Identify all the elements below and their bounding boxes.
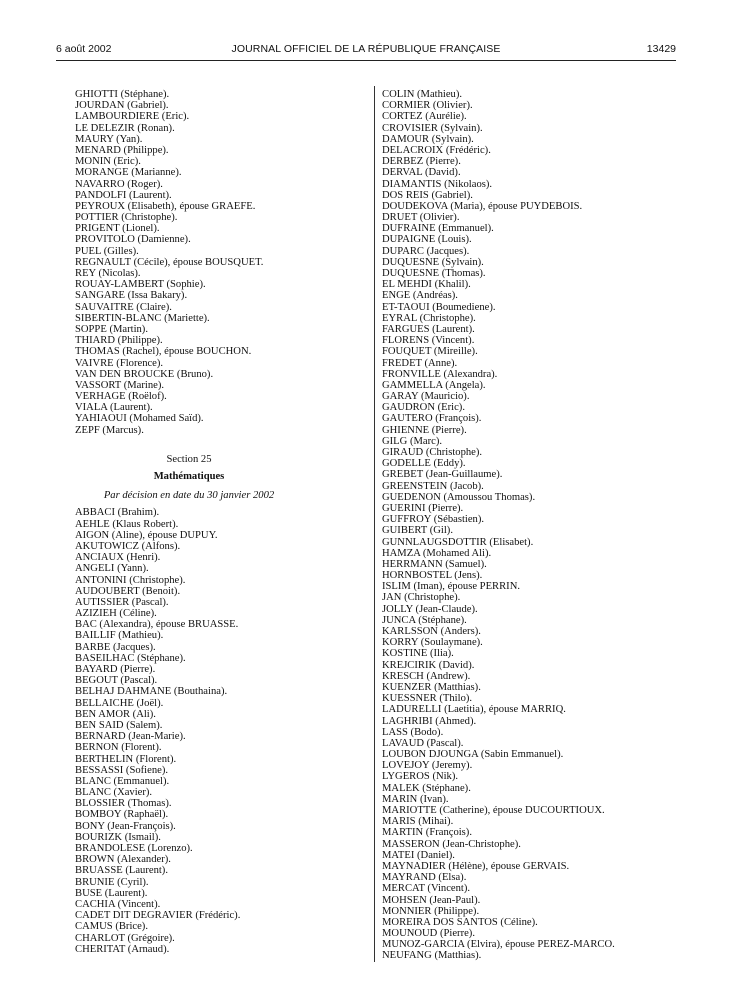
name-list-right [382,89,682,962]
list-item: EYRAL (Christophe). [382,312,476,324]
list-item: PUEL (Gilles). [75,245,139,257]
list-item: GAUTERO (François). [382,413,482,425]
list-item: BAILLIF (Mathieu). [75,630,164,642]
list-item: CADET DIT DEGRAVIER (Frédéric). [75,910,241,922]
list-item: MAURY (Yan). [75,133,143,145]
left-column [75,89,365,955]
list-item: CHARLOT (Grégoire). [75,932,175,944]
list-item: KREJCIRIK (David). [382,659,475,671]
list-item: GUEDENON (Amoussou Thomas). [382,491,536,503]
list-item: BELLAICHE (Joël). [75,697,164,709]
list-item: CACHIA (Vincent). [75,898,161,910]
list-item: MARIN (Ivan). [382,793,449,805]
list-item: GUFFROY (Sébastien). [382,514,485,526]
list-item: SOPPE (Martin). [75,323,148,335]
list-item: KUESSNER (Thilo). [382,693,473,705]
publication-date: 6 août 2002 [56,43,112,55]
list-item: EL MEHDI (Khalil). [382,279,471,291]
list-item: NAVARRO (Roger). [75,178,163,190]
list-item: JAN (Christophe). [382,592,461,604]
list-item: PRIGENT (Lionel). [75,223,160,235]
section-decision: Par décision en date du 30 janvier 2002 [103,490,275,502]
list-item: ANGELI (Yann). [75,563,149,575]
list-item: ZEPF (Marcus). [75,424,144,436]
list-item: BLOSSIER (Thomas). [75,798,172,810]
list-item: DOS REIS (Gabriel). [382,189,473,201]
list-item: VERHAGE (Roëlof). [75,391,167,403]
list-item: DUPARC (Jacques). [382,245,470,257]
list-item: GODELLE (Eddy). [382,458,466,470]
list-item: SANGARE (Issa Bakary). [75,290,188,302]
list-item: MONIN (Eric). [75,156,141,168]
list-item: DELACROIX (Frédéric). [382,144,491,156]
list-item: BERTHELIN (Florent). [75,753,177,765]
list-item: REGNAULT (Cécile), épouse BOUSQUET. [75,256,264,268]
list-item: REY (Nicolas). [75,268,141,279]
list-item: PROVITOLO (Damienne). [75,234,191,246]
list-item: BARBE (Jacques). [75,641,156,653]
list-item: LADURELLI (Laetitia), épouse MARRIQ. [382,704,566,716]
list-item: MARTIN (François). [382,827,472,839]
list-item: FRONVILLE (Alexandra). [382,368,498,380]
list-item: BEN AMOR (Ali). [75,708,156,720]
list-item: MOHSEN (Jean-Paul). [382,894,481,906]
list-item: BOMBOY (Raphaël). [75,809,169,821]
list-item: FLORENS (Vincent). [382,335,475,347]
right-column [382,89,682,962]
list-item: MAYNADIER (Hélène), épouse GERVAIS. [382,860,570,872]
list-item: THIARD (Philippe). [75,335,163,347]
list-item: BOURIZK (Ismail). [75,831,161,843]
list-item: POTTIER (Christophe). [75,212,178,224]
list-item: DUPAIGNE (Louis). [382,234,472,246]
list-item: BRUASSE (Laurent). [75,865,168,877]
list-item: LOUBON DJOUNGA (Sabin Emmanuel). [382,749,564,761]
list-item: DIAMANTIS (Nikolaos). [382,178,493,190]
list-item: LYGEROS (Nik). [382,771,459,783]
list-item: PEYROUX (Elisabeth), épouse GRAEFE. [75,200,256,212]
list-item: HAMZA (Mohamed Ali). [382,547,492,559]
list-item: THOMAS (Rachel), épouse BOUCHON. [75,346,252,358]
list-item: AUTISSIER (Pascal). [75,596,169,608]
list-item: KRESCH (Andrew). [382,670,471,682]
list-item: DERBEZ (Pierre). [382,156,461,168]
name-list-top [75,89,365,436]
list-item: ENGE (Andréas). [382,290,458,302]
list-item: VAN DEN BROUCKE (Bruno). [75,368,214,380]
list-item: ISLIM (Iman), épouse PERRIN. [382,581,520,593]
list-item: ROUAY-LAMBERT (Sophie). [75,279,206,291]
list-item: LAVAUD (Pascal). [382,737,464,749]
name-list-bottom [75,507,365,955]
list-item: BAYARD (Pierre). [75,664,156,675]
list-item: MORANGE (Marianne). [75,167,182,179]
section-title: Section 25 [166,453,212,465]
list-item: DUFRAINE (Emmanuel). [382,223,494,235]
list-item: GAUDRON (Eric). [382,402,465,414]
list-item: MASSERON (Jean-Christophe). [382,838,521,850]
list-item: ABBACI (Brahim). [75,507,160,519]
list-item: MATEI (Daniel). [382,849,455,861]
list-item: COLIN (Mathieu). [382,89,463,100]
list-item: BLANC (Emmanuel). [75,775,170,787]
list-item: SAUVAITRE (Claire). [75,301,172,313]
list-item: LE DELEZIR (Ronan). [75,122,175,134]
column-divider [374,86,375,962]
list-item: MUNOZ-GARCIA (Elvira), épouse PEREZ-MARCO. [382,939,615,951]
list-item: DERVAL (David). [382,167,461,179]
list-item: JOLLY (Jean-Claude). [382,603,478,615]
list-item: FOUQUET (Mireille). [382,346,478,358]
list-item: LAGHRIBI (Ahmed). [382,715,477,727]
list-item: AEHLE (Klaus Robert). [75,518,179,530]
list-item: AKUTOWICZ (Alfons). [75,540,181,552]
list-item: DUQUESNE (Thomas). [382,268,486,279]
list-item: BROWN (Alexander). [75,854,171,866]
list-item: BEGOUT (Pascal). [75,675,158,687]
list-item: BLANC (Xavier). [75,787,153,799]
list-item: AZIZIEH (Céline). [75,608,157,620]
list-item: BONY (Jean-François). [75,820,176,832]
list-item: GREBET (Jean-Guillaume). [382,469,503,481]
list-item: KORRY (Soulaymane). [382,637,483,649]
list-item: KUENZER (Matthias). [382,681,481,693]
list-item: DAMOUR (Sylvain). [382,133,474,145]
list-item: BERNARD (Jean-Marie). [75,731,186,743]
header-rule [56,60,676,61]
section-subject: Mathématiques [153,471,225,482]
list-item: CORMIER (Olivier). [382,100,473,112]
list-item: GILG (Marc). [382,435,443,447]
list-item: NEUFANG (Matthias). [382,950,482,962]
list-item: GHIOTTI (Stéphane). [75,89,170,100]
list-item: LAMBOURDIERE (Eric). [75,111,190,123]
page-header [56,43,676,57]
list-item: HORNBOSTEL (Jens). [382,570,483,582]
list-item: FREDET (Anne). [382,357,458,369]
list-item: GHIENNE (Pierre). [382,424,467,436]
list-item: GARAY (Mauricio). [382,391,470,403]
list-item: JUNCA (Stéphane). [382,614,467,626]
list-item: MALEK (Stéphane). [382,782,471,794]
list-item: GUERINI (Pierre). [382,502,464,514]
list-item: ANCIAUX (Henri). [75,552,161,564]
list-item: BERNON (Florent). [75,742,162,754]
list-item: VAIVRE (Florence). [75,357,164,369]
list-item: GREENSTEIN (Jacob). [382,480,484,492]
list-item: CAMUS (Brice). [75,921,148,933]
list-item: CORTEZ (Aurélie). [382,111,467,123]
list-item: ET-TAOUI (Boumediene). [382,301,496,313]
list-item: GUIBERT (Gil). [382,525,453,537]
list-item: DRUET (Olivier). [382,212,460,224]
list-item: MENARD (Philippe). [75,144,169,156]
list-item: VIALA (Laurent). [75,402,153,414]
list-item: HERRMANN (Samuel). [382,558,487,570]
list-item: MOUNOUD (Pierre). [382,928,475,940]
list-item: JOURDAN (Gabriel). [75,100,169,112]
list-item: MARIOTTE (Catherine), épouse DUCOURTIOUX. [382,805,605,816]
list-item: BELHAJ DAHMANE (Bouthaina). [75,686,228,698]
list-item: BRUNIE (Cyril). [75,876,149,888]
list-item: BRANDOLESE (Lorenzo). [75,843,193,854]
list-item: MERCAT (Vincent). [382,883,471,895]
list-item: CROVISIER (Sylvain). [382,122,483,134]
list-item: FARGUES (Laurent). [382,323,475,335]
list-item: BESSASSI (Sofiene). [75,764,168,776]
list-item: VASSORT (Marine). [75,379,165,391]
list-item: DUQUESNE (Sylvain). [382,256,484,268]
list-item: MONNIER (Philippe). [382,905,480,917]
list-item: BASEILHAC (Stéphane). [75,652,186,664]
list-item: ANTONINI (Christophe). [75,574,186,586]
list-item: MARIS (Mihai). [382,816,454,828]
section-heading-block [75,454,303,502]
list-item: LOVEJOY (Jeremy). [382,760,473,772]
list-item: GAMMELLA (Angela). [382,379,486,391]
list-item: CHERITAT (Arnaud). [75,943,170,955]
list-item: AIGON (Aline), épouse DUPUY. [75,529,218,541]
list-item: BAC (Alexandra), épouse BRUASSE. [75,619,239,631]
list-item: KARLSSON (Anders). [382,626,481,637]
list-item: YAHIAOUI (Mohamed Saïd). [75,413,204,425]
list-item: LASS (Bodo). [382,726,444,738]
list-item: MAYRAND (Elsa). [382,872,467,884]
list-item: BUSE (Laurent). [75,887,148,899]
page-number: 13429 [646,43,676,55]
list-item: GIRAUD (Christophe). [382,447,483,458]
list-item: MOREIRA DOS SANTOS (Céline). [382,916,538,928]
list-item: BEN SAID (Salem). [75,719,163,731]
list-item: DOUDEKOVA (Maria), épouse PUYDEBOIS. [382,200,583,212]
list-item: PANDOLFI (Laurent). [75,189,172,201]
list-item: KOSTINE (Ilia). [382,648,454,660]
list-item: AUDOUBERT (Benoit). [75,585,181,597]
journal-title: JOURNAL OFFICIEL DE LA RÉPUBLIQUE FRANÇAISE [231,43,501,55]
list-item: GUNNLAUGSDOTTIR (Elisabet). [382,536,534,548]
list-item: SIBERTIN-BLANC (Mariette). [75,312,210,324]
